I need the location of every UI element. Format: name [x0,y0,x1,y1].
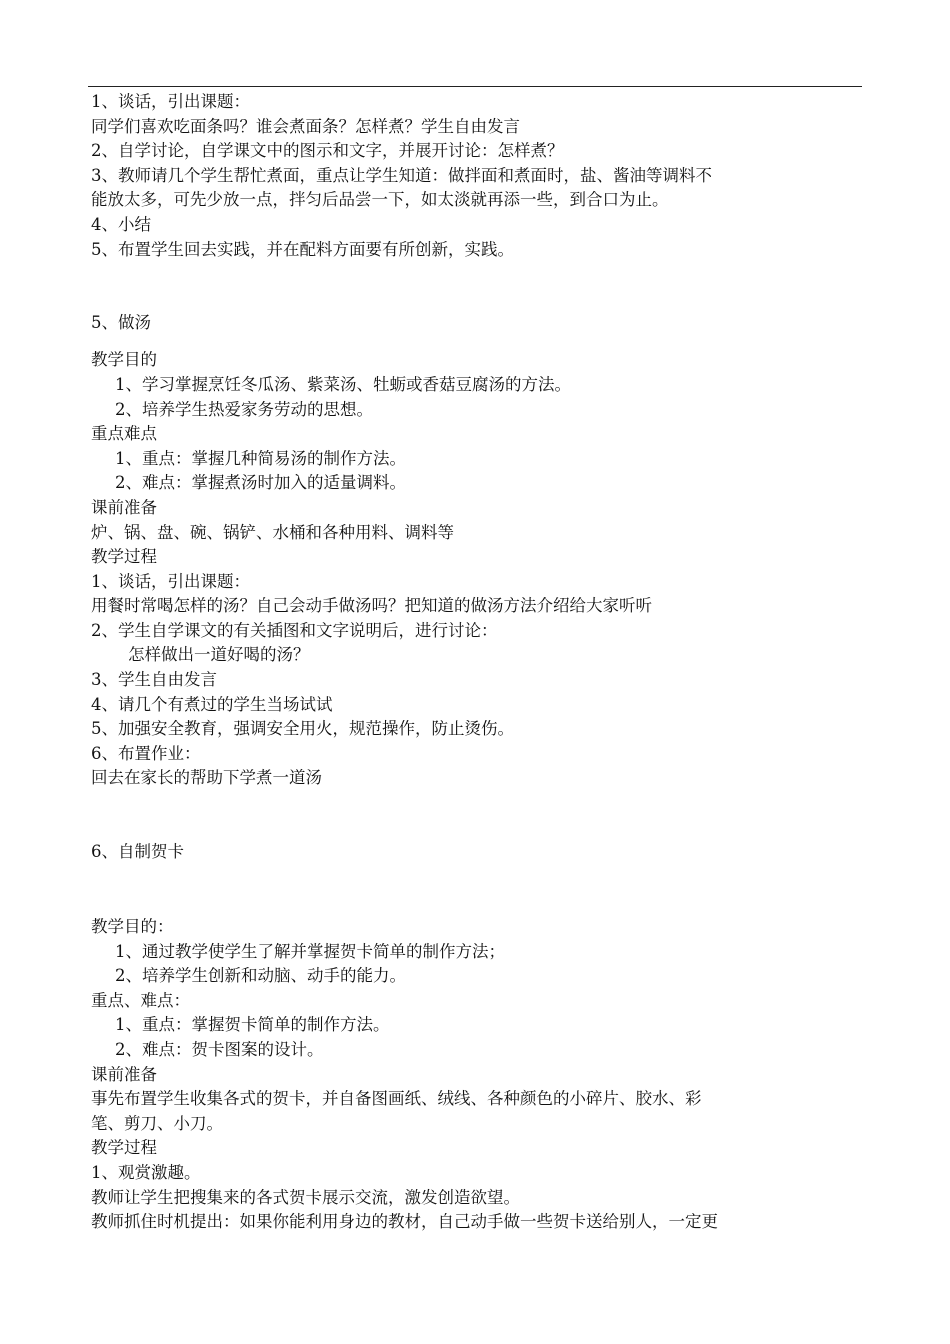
process-heading: 教学过程 [91,547,157,567]
document-page [91,90,851,1235]
lesson-title: 6、自制贺卡 [91,842,184,862]
key-heading: 重点、难点： [91,990,190,1010]
prep-heading: 课前准备 [91,1064,157,1084]
process-step: 4、小结 [91,214,151,234]
prep-text: 笔、剪刀、小刀。 [91,1113,223,1133]
goal-item: 1、通过教学使学生了解并掌握贺卡简单的制作方法； [115,941,505,961]
process-step: 1、谈话，引出课题： [91,92,250,111]
spacer [91,889,851,914]
lesson-title: 5、做汤 [91,313,151,333]
process-text: 教师抓住时机提出：如果你能利用身边的教材，自己动手做一些贺卡送给别人，一定更 [91,1212,718,1232]
key-item: 1、重点：掌握几种简易汤的制作方法。 [115,448,406,468]
process-text: 回去在家长的帮助下学煮一道汤 [91,768,322,788]
process-text: 同学们喜欢吃面条吗？谁会煮面条？怎样煮？学生自由发言 [91,116,520,136]
goal-item: 2、培养学生创新和动脑、动手的能力。 [115,966,406,986]
prep-text: 事先布置学生收集各式的贺卡，并自备图画纸、绒线、各种颜色的小碎片、胶水、彩 [91,1089,702,1109]
spacer [91,287,851,312]
spacer [91,816,851,841]
process-step: 4、请几个有煮过的学生当场试试 [91,694,333,714]
process-heading: 教学过程 [91,1138,157,1158]
process-step: 2、学生自学课文的有关插图和文字说明后，进行讨论： [91,620,498,640]
goal-heading: 教学目的 [91,350,157,370]
key-item: 2、难点：掌握煮汤时加入的适量调料。 [115,473,406,493]
goal-heading: 教学目的： [91,917,174,936]
key-heading: 重点难点 [91,424,157,444]
process-question: 怎样做出一道好喝的汤？ [128,645,310,665]
prep-text: 炉、锅、盘、碗、锅铲、水桶和各种用料、调料等 [91,522,454,542]
process-step: 6、布置作业： [91,743,201,763]
process-step: 3、教师请几个学生帮忙煮面，重点让学生知道：做拌面和煮面时，盐、酱油等调料不 [91,165,712,185]
process-step: 1、谈话，引出课题： [91,571,250,591]
prep-heading: 课前准备 [91,497,157,517]
spacer [91,865,851,890]
header-rule [88,86,862,87]
process-text: 用餐时常喝怎样的汤？自己会动手做汤吗？把知道的做汤方法介绍给大家听听 [91,596,652,616]
goal-item: 2、培养学生热爱家务劳动的思想。 [115,399,373,419]
process-step: 1、观赏激趣。 [91,1162,201,1182]
process-step: 5、加强安全教育，强调安全用火，规范操作，防止烫伤。 [91,719,514,739]
process-step: 5、布置学生回去实践，并在配料方面要有所创新，实践。 [91,239,514,259]
previous-lesson-process [91,90,851,262]
process-step: 3、学生自由发言 [91,670,217,690]
spacer [91,791,851,816]
key-item: 2、难点：贺卡图案的设计。 [115,1039,324,1059]
lesson-greeting-card [91,840,851,1235]
process-step: 2、自学讨论，自学课文中的图示和文字，并展开讨论：怎样煮？ [91,141,564,161]
key-item: 1、重点：掌握贺卡简单的制作方法。 [115,1015,390,1035]
goal-item: 1、学习掌握烹饪冬瓜汤、紫菜汤、牡蛎或香菇豆腐汤的方法。 [115,374,571,394]
process-text: 教师让学生把搜集来的各式贺卡展示交流，激发创造欲望。 [91,1187,520,1207]
lesson-soup [91,311,851,791]
process-text: 能放太多，可先少放一点，拌匀后品尝一下，如太淡就再添一些，到合口为止。 [91,190,669,210]
spacer [91,262,851,287]
